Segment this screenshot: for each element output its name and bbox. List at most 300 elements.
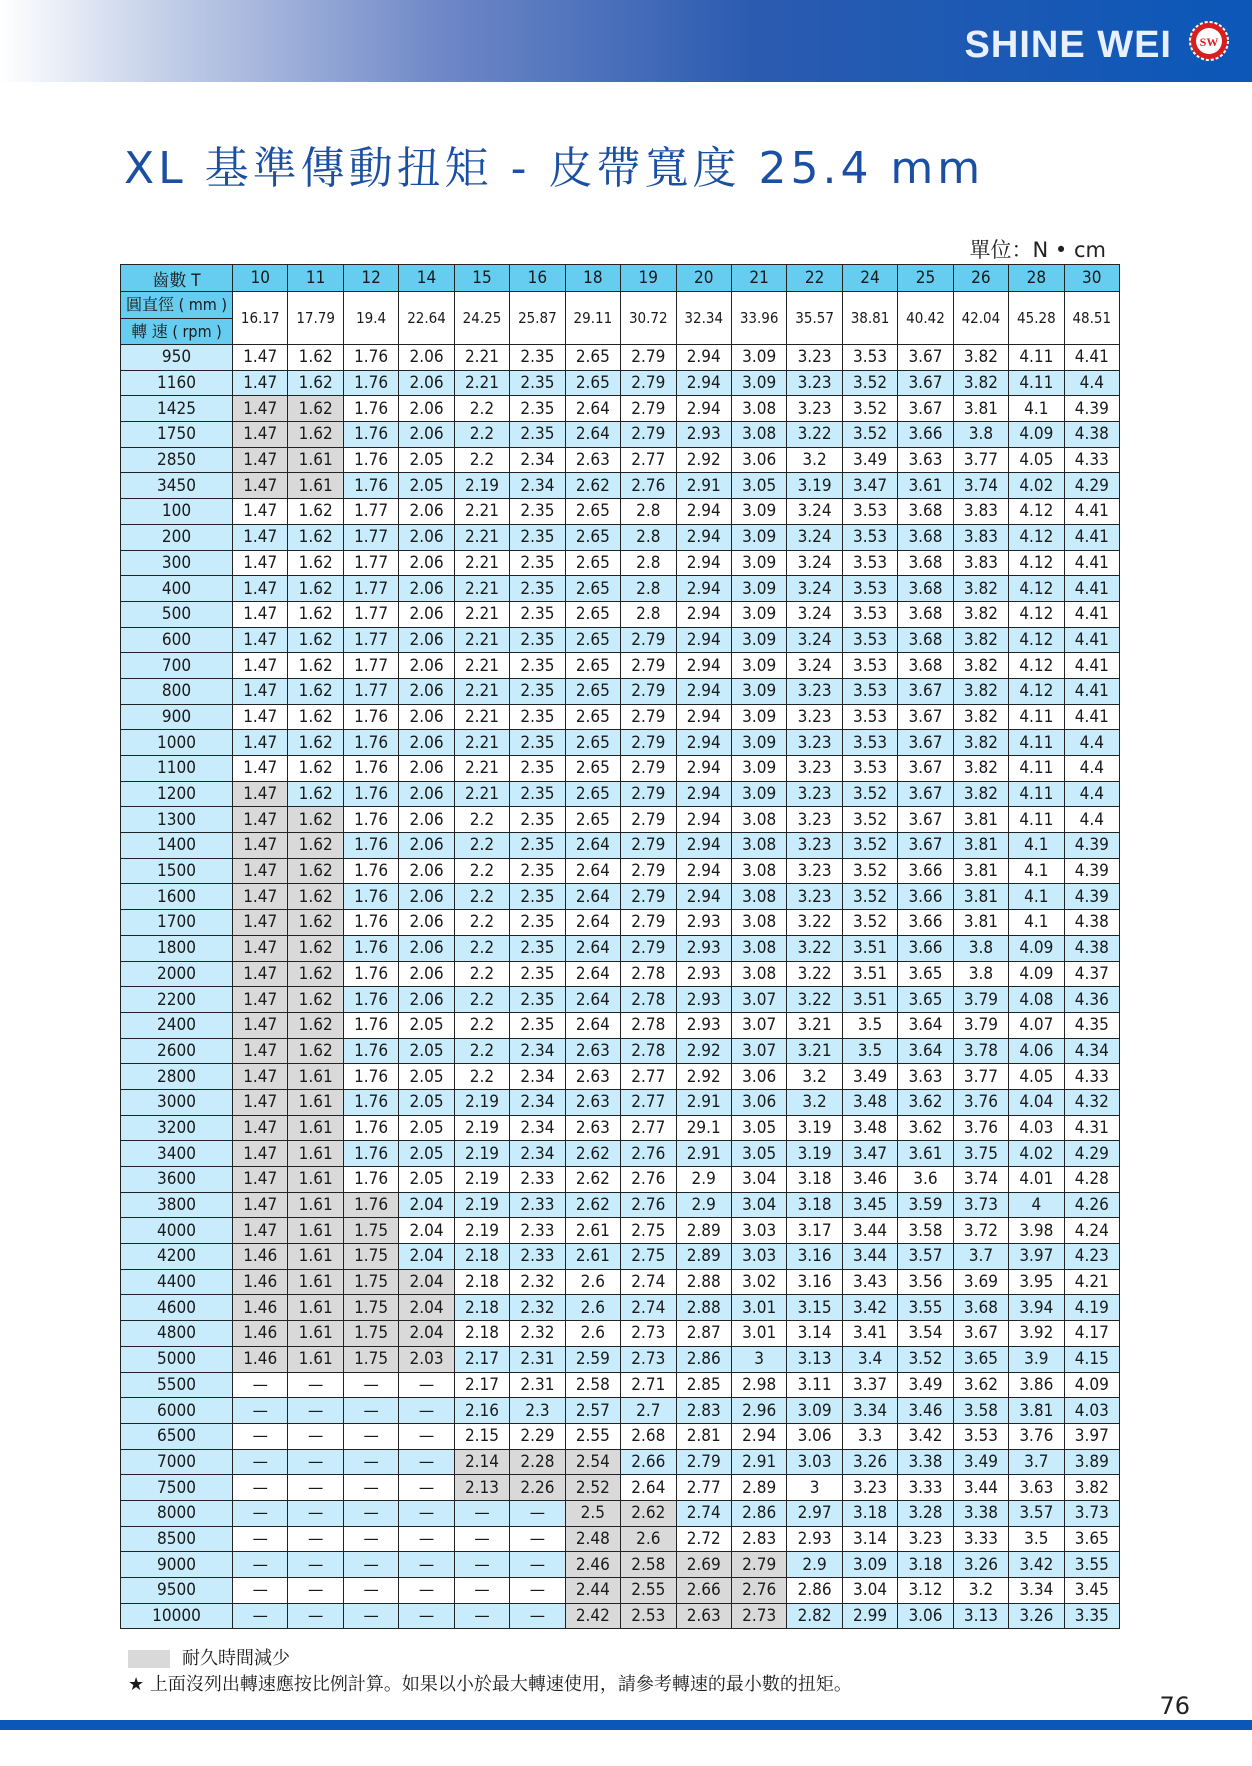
torque-cell: 3.09: [731, 730, 786, 756]
torque-cell: 3.24: [787, 627, 842, 653]
torque-cell: —: [399, 1526, 454, 1552]
torque-cell: 2.06: [399, 422, 454, 448]
torque-cell: 3.24: [787, 524, 842, 550]
torque-cell: 2.62: [565, 1192, 620, 1218]
torque-cell: 1.46: [233, 1346, 288, 1372]
torque-cell: 3.18: [898, 1552, 953, 1578]
torque-cell: 2.53: [621, 1603, 676, 1629]
torque-cell: 2.91: [676, 1089, 731, 1115]
torque-cell: 3.81: [953, 884, 1008, 910]
torque-cell: 3.44: [842, 1218, 897, 1244]
torque-cell: 2.8: [621, 524, 676, 550]
torque-cell: 3.13: [787, 1346, 842, 1372]
torque-cell: 1.75: [343, 1346, 398, 1372]
torque-cell: 4.41: [1064, 678, 1119, 704]
torque-cell: 2.79: [621, 345, 676, 371]
torque-cell: 1.61: [288, 1321, 343, 1347]
torque-cell: 2.55: [621, 1578, 676, 1604]
torque-cell: 1.62: [288, 370, 343, 396]
torque-cell: 2.06: [399, 884, 454, 910]
torque-cell: 1.75: [343, 1244, 398, 1270]
torque-cell: 2.35: [510, 935, 565, 961]
rpm-cell: 400: [121, 576, 233, 602]
rpm-cell: 1400: [121, 833, 233, 859]
torque-cell: 3.23: [787, 370, 842, 396]
torque-cell: 1.76: [343, 884, 398, 910]
torque-cell: 2.35: [510, 807, 565, 833]
torque-cell: 2.82: [787, 1603, 842, 1629]
torque-cell: 3.09: [731, 499, 786, 525]
torque-cell: 2.3: [510, 1398, 565, 1424]
torque-cell: —: [343, 1500, 398, 1526]
torque-cell: 2.86: [731, 1500, 786, 1526]
torque-cell: 4.41: [1064, 601, 1119, 627]
torque-cell: —: [343, 1603, 398, 1629]
torque-cell: 1.61: [288, 473, 343, 499]
torque-cell: —: [399, 1423, 454, 1449]
torque-cell: 4.12: [1009, 524, 1064, 550]
torque-cell: 3.65: [953, 1346, 1008, 1372]
torque-cell: 3.17: [787, 1218, 842, 1244]
torque-cell: 3.23: [787, 807, 842, 833]
torque-cell: —: [454, 1578, 509, 1604]
torque-cell: 4.38: [1064, 422, 1119, 448]
torque-cell: 2.35: [510, 653, 565, 679]
rpm-cell: 4800: [121, 1321, 233, 1347]
torque-cell: —: [343, 1578, 398, 1604]
torque-cell: 3.23: [787, 858, 842, 884]
table-row: [121, 678, 1120, 704]
torque-cell: 4.1: [1009, 910, 1064, 936]
torque-cell: 3.06: [731, 447, 786, 473]
torque-cell: 3.18: [787, 1192, 842, 1218]
torque-cell: 2.94: [676, 807, 731, 833]
torque-cell: 3.22: [787, 935, 842, 961]
torque-cell: 2.94: [676, 627, 731, 653]
torque-cell: 1.76: [343, 935, 398, 961]
torque-cell: 3.23: [787, 396, 842, 422]
torque-cell: 4.02: [1009, 473, 1064, 499]
torque-cell: 2.35: [510, 601, 565, 627]
diameter-cell: 16.17: [233, 292, 288, 345]
torque-cell: 1.61: [288, 1089, 343, 1115]
torque-cell: 3: [787, 1475, 842, 1501]
torque-cell: 1.62: [288, 1038, 343, 1064]
torque-cell: 3.24: [787, 601, 842, 627]
torque-cell: 4.05: [1009, 1064, 1064, 1090]
torque-cell: 4.09: [1009, 422, 1064, 448]
torque-cell: 1.76: [343, 730, 398, 756]
torque-cell: 3.19: [787, 1141, 842, 1167]
torque-cell: —: [399, 1372, 454, 1398]
torque-cell: 2.21: [454, 601, 509, 627]
torque-cell: 2.64: [565, 935, 620, 961]
torque-cell: 2.2: [454, 1064, 509, 1090]
torque-cell: 1.47: [233, 935, 288, 961]
torque-cell: 3.01: [731, 1321, 786, 1347]
torque-cell: 3.81: [953, 396, 1008, 422]
torque-cell: 2.7: [621, 1398, 676, 1424]
torque-cell: 2.35: [510, 730, 565, 756]
torque-cell: 4.37: [1064, 961, 1119, 987]
torque-cell: 3.3: [842, 1423, 897, 1449]
torque-cell: 2.21: [454, 576, 509, 602]
teeth-header-cell: 18: [565, 265, 620, 292]
torque-cell: 4.33: [1064, 1064, 1119, 1090]
torque-cell: 3.98: [1009, 1218, 1064, 1244]
torque-cell: 1.62: [288, 807, 343, 833]
torque-cell: 2.93: [676, 987, 731, 1013]
torque-cell: 1.61: [288, 1346, 343, 1372]
torque-cell: 2.79: [621, 704, 676, 730]
diameter-cell: 45.28: [1009, 292, 1064, 345]
torque-cell: 3.09: [731, 704, 786, 730]
torque-cell: 3.42: [842, 1295, 897, 1321]
torque-cell: 2.65: [565, 524, 620, 550]
torque-cell: 2.62: [565, 1141, 620, 1167]
table-row: [121, 1089, 1120, 1115]
torque-cell: 3.74: [953, 473, 1008, 499]
teeth-header-cell: 22: [787, 265, 842, 292]
torque-cell: 3.24: [787, 499, 842, 525]
table-row: [121, 524, 1120, 550]
torque-cell: 1.46: [233, 1295, 288, 1321]
torque-cell: 2.78: [621, 987, 676, 1013]
torque-cell: 2.35: [510, 910, 565, 936]
torque-cell: 2.42: [565, 1603, 620, 1629]
torque-cell: 2.2: [454, 884, 509, 910]
torque-cell: 4.1: [1009, 858, 1064, 884]
torque-cell: 3.09: [787, 1398, 842, 1424]
torque-cell: 2.21: [454, 627, 509, 653]
torque-cell: 2.34: [510, 1141, 565, 1167]
torque-cell: 2.65: [565, 627, 620, 653]
torque-cell: 3.45: [842, 1192, 897, 1218]
torque-cell: 2.77: [676, 1475, 731, 1501]
torque-cell: 1.76: [343, 396, 398, 422]
torque-cell: 1.62: [288, 601, 343, 627]
diameter-header-row: [121, 292, 1120, 345]
torque-cell: 2.94: [676, 730, 731, 756]
torque-cell: 2.18: [454, 1321, 509, 1347]
torque-cell: 3.49: [842, 447, 897, 473]
torque-cell: 2.76: [621, 1167, 676, 1193]
torque-cell: 3.21: [787, 1038, 842, 1064]
torque-cell: 3.28: [898, 1500, 953, 1526]
torque-cell: 1.76: [343, 1192, 398, 1218]
table-row: [121, 473, 1120, 499]
torque-cell: 2.79: [731, 1552, 786, 1578]
torque-cell: —: [510, 1603, 565, 1629]
torque-cell: 4.23: [1064, 1244, 1119, 1270]
torque-cell: 3.76: [953, 1115, 1008, 1141]
torque-cell: 3.68: [898, 627, 953, 653]
torque-cell: 2.92: [676, 1038, 731, 1064]
torque-cell: 1.76: [343, 987, 398, 1013]
diameter-cell: 42.04: [953, 292, 1008, 345]
torque-cell: 2.18: [454, 1244, 509, 1270]
rpm-cell: 4200: [121, 1244, 233, 1270]
torque-cell: 2.34: [510, 1115, 565, 1141]
torque-cell: 3.08: [731, 858, 786, 884]
torque-cell: 3.95: [1009, 1269, 1064, 1295]
torque-cell: 2.21: [454, 781, 509, 807]
torque-cell: 3.5: [842, 1038, 897, 1064]
table-row: [121, 601, 1120, 627]
rpm-cell: 6500: [121, 1423, 233, 1449]
torque-cell: 3.67: [898, 370, 953, 396]
torque-cell: 4.38: [1064, 935, 1119, 961]
torque-cell: 3.2: [787, 447, 842, 473]
torque-cell: 3.2: [953, 1578, 1008, 1604]
rpm-cell: 3600: [121, 1167, 233, 1193]
torque-cell: 3.76: [953, 1089, 1008, 1115]
torque-cell: 2.19: [454, 1089, 509, 1115]
torque-cell: 3.53: [842, 627, 897, 653]
torque-cell: 3.11: [787, 1372, 842, 1398]
torque-cell: 4.12: [1009, 550, 1064, 576]
rpm-cell: 4600: [121, 1295, 233, 1321]
torque-cell: 2.06: [399, 601, 454, 627]
torque-cell: 3.66: [898, 884, 953, 910]
torque-cell: 3.53: [953, 1423, 1008, 1449]
torque-cell: 2.04: [399, 1244, 454, 1270]
torque-cell: 3.67: [953, 1321, 1008, 1347]
torque-cell: 3.77: [953, 447, 1008, 473]
torque-cell: 3.09: [731, 576, 786, 602]
torque-cell: 3.53: [842, 704, 897, 730]
torque-cell: 2.35: [510, 524, 565, 550]
torque-cell: 1.47: [233, 422, 288, 448]
torque-cell: 29.1: [676, 1115, 731, 1141]
torque-cell: 3.76: [1009, 1423, 1064, 1449]
torque-cell: 2.87: [676, 1321, 731, 1347]
rpm-cell: 200: [121, 524, 233, 550]
torque-cell: 2.64: [621, 1475, 676, 1501]
table-row: [121, 1141, 1120, 1167]
torque-cell: 4: [1009, 1192, 1064, 1218]
torque-cell: 2.83: [731, 1526, 786, 1552]
torque-cell: 3.35: [1064, 1603, 1119, 1629]
torque-cell: 2.2: [454, 1012, 509, 1038]
torque-cell: 3.68: [953, 1295, 1008, 1321]
teeth-header-row: [121, 265, 1120, 292]
torque-cell: 3.65: [1064, 1526, 1119, 1552]
torque-cell: 2.06: [399, 858, 454, 884]
diameter-label: 圓直徑 ( mm ): [121, 292, 232, 319]
torque-cell: 3.01: [731, 1295, 786, 1321]
torque-cell: 3.08: [731, 910, 786, 936]
torque-cell: 3.82: [953, 627, 1008, 653]
torque-cell: 3.68: [898, 653, 953, 679]
torque-cell: 2.65: [565, 499, 620, 525]
diameter-cell: 29.11: [565, 292, 620, 345]
torque-cell: 2.65: [565, 730, 620, 756]
torque-cell: 2.73: [621, 1321, 676, 1347]
torque-cell: 2.79: [621, 653, 676, 679]
torque-cell: 1.76: [343, 910, 398, 936]
torque-cell: 3.49: [898, 1372, 953, 1398]
table-row: [121, 422, 1120, 448]
torque-cell: —: [510, 1552, 565, 1578]
torque-cell: 2.2: [454, 396, 509, 422]
torque-cell: 1.76: [343, 345, 398, 371]
torque-cell: 3.8: [953, 935, 1008, 961]
torque-cell: 2.64: [565, 910, 620, 936]
torque-cell: 2.93: [676, 422, 731, 448]
torque-cell: 3.81: [953, 807, 1008, 833]
torque-cell: 2.77: [621, 447, 676, 473]
torque-cell: 2.75: [621, 1218, 676, 1244]
torque-cell: 2.77: [621, 1064, 676, 1090]
torque-cell: 3.58: [898, 1218, 953, 1244]
torque-cell: 3.62: [898, 1089, 953, 1115]
torque-cell: 4.38: [1064, 910, 1119, 936]
torque-cell: 3.14: [842, 1526, 897, 1552]
torque-cell: 1.47: [233, 1192, 288, 1218]
rpm-cell: 7000: [121, 1449, 233, 1475]
table-row: [121, 935, 1120, 961]
table-row: [121, 447, 1120, 473]
torque-cell: 2.2: [454, 1038, 509, 1064]
rpm-cell: 5500: [121, 1372, 233, 1398]
torque-cell: 1.61: [288, 1192, 343, 1218]
torque-cell: 4.4: [1064, 781, 1119, 807]
torque-cell: 2.18: [454, 1269, 509, 1295]
torque-cell: 2.2: [454, 935, 509, 961]
torque-cell: 2.5: [565, 1500, 620, 1526]
teeth-header-cell: 30: [1064, 265, 1119, 292]
torque-cell: 2.48: [565, 1526, 620, 1552]
torque-cell: 3.66: [898, 910, 953, 936]
torque-cell: 4.29: [1064, 473, 1119, 499]
torque-cell: 3.09: [842, 1552, 897, 1578]
torque-cell: 2.28: [510, 1449, 565, 1475]
torque-cell: 2.79: [621, 884, 676, 910]
torque-cell: 1.75: [343, 1295, 398, 1321]
torque-cell: 3.81: [953, 858, 1008, 884]
torque-cell: 3.67: [898, 345, 953, 371]
torque-cell: 2.19: [454, 1218, 509, 1244]
torque-cell: 1.77: [343, 499, 398, 525]
torque-cell: 3.09: [731, 781, 786, 807]
torque-cell: 2.03: [399, 1346, 454, 1372]
table-row: [121, 1346, 1120, 1372]
torque-cell: 1.62: [288, 730, 343, 756]
torque-cell: 2.94: [676, 756, 731, 782]
table-row: [121, 1244, 1120, 1270]
torque-cell: 2.54: [565, 1449, 620, 1475]
torque-cell: 3.06: [898, 1603, 953, 1629]
torque-cell: 4.11: [1009, 781, 1064, 807]
rpm-cell: 1300: [121, 807, 233, 833]
torque-cell: 3.97: [1009, 1244, 1064, 1270]
torque-cell: 4.31: [1064, 1115, 1119, 1141]
torque-cell: 4.19: [1064, 1295, 1119, 1321]
torque-cell: 3.79: [953, 1012, 1008, 1038]
rpm-cell: 700: [121, 653, 233, 679]
torque-cell: 1.61: [288, 1167, 343, 1193]
torque-cell: 1.77: [343, 678, 398, 704]
torque-cell: —: [510, 1578, 565, 1604]
torque-cell: 3.23: [787, 730, 842, 756]
torque-cell: 3.19: [787, 1115, 842, 1141]
rpm-cell: 3000: [121, 1089, 233, 1115]
torque-cell: 2.06: [399, 987, 454, 1013]
torque-cell: 3.48: [842, 1115, 897, 1141]
teeth-header-cell: 11: [288, 265, 343, 292]
torque-cell: 2.94: [676, 884, 731, 910]
footnote: ★ 上面沒列出轉速應按比例計算。如果以小於最大轉速使用，請參考轉速的最小數的扭矩。: [128, 1674, 852, 1695]
rpm-cell: 100: [121, 499, 233, 525]
torque-cell: 3.97: [1064, 1423, 1119, 1449]
torque-cell: 4.35: [1064, 1012, 1119, 1038]
torque-cell: 3.08: [731, 884, 786, 910]
torque-cell: —: [399, 1578, 454, 1604]
torque-cell: 1.47: [233, 576, 288, 602]
rpm-cell: 8500: [121, 1526, 233, 1552]
torque-cell: 3.55: [1064, 1552, 1119, 1578]
torque-cell: 1.47: [233, 833, 288, 859]
torque-cell: 4.41: [1064, 499, 1119, 525]
torque-cell: 2.06: [399, 678, 454, 704]
torque-cell: 3.42: [898, 1423, 953, 1449]
torque-cell: 3.2: [787, 1064, 842, 1090]
torque-cell: 3.57: [898, 1244, 953, 1270]
torque-cell: 3.52: [898, 1346, 953, 1372]
torque-cell: —: [288, 1475, 343, 1501]
torque-cell: 1.76: [343, 422, 398, 448]
table-row: [121, 653, 1120, 679]
torque-cell: 2.63: [565, 1064, 620, 1090]
torque-cell: 4.39: [1064, 884, 1119, 910]
torque-cell: 3.6: [898, 1167, 953, 1193]
torque-cell: 1.62: [288, 833, 343, 859]
torque-cell: 1.62: [288, 576, 343, 602]
torque-cell: 3.67: [898, 833, 953, 859]
torque-cell: 3.53: [842, 601, 897, 627]
torque-cell: 3.15: [787, 1295, 842, 1321]
torque-cell: 2.89: [731, 1475, 786, 1501]
torque-cell: 3.68: [898, 499, 953, 525]
table-row: [121, 1526, 1120, 1552]
torque-cell: 4.32: [1064, 1089, 1119, 1115]
torque-cell: 1.46: [233, 1321, 288, 1347]
torque-cell: 3.82: [953, 345, 1008, 371]
torque-cell: 1.47: [233, 910, 288, 936]
torque-cell: 2.35: [510, 884, 565, 910]
teeth-header-cell: 10: [233, 265, 288, 292]
torque-cell: 1.77: [343, 601, 398, 627]
teeth-label: 齒數 T: [121, 265, 233, 292]
torque-cell: 2.21: [454, 550, 509, 576]
diameter-cell: 24.25: [454, 292, 509, 345]
torque-cell: 2.64: [565, 396, 620, 422]
rpm-cell: 10000: [121, 1603, 233, 1629]
rpm-cell: 800: [121, 678, 233, 704]
torque-cell: 2.76: [621, 1192, 676, 1218]
torque-cell: 4.41: [1064, 524, 1119, 550]
torque-cell: 3.34: [1009, 1578, 1064, 1604]
torque-cell: 2.62: [565, 473, 620, 499]
torque-cell: 4.1: [1009, 833, 1064, 859]
torque-cell: 3.06: [787, 1423, 842, 1449]
torque-cell: 3.82: [953, 781, 1008, 807]
torque-cell: 1.77: [343, 550, 398, 576]
torque-cell: 2.05: [399, 1012, 454, 1038]
torque-cell: 3.34: [842, 1398, 897, 1424]
diameter-cell: 32.34: [676, 292, 731, 345]
